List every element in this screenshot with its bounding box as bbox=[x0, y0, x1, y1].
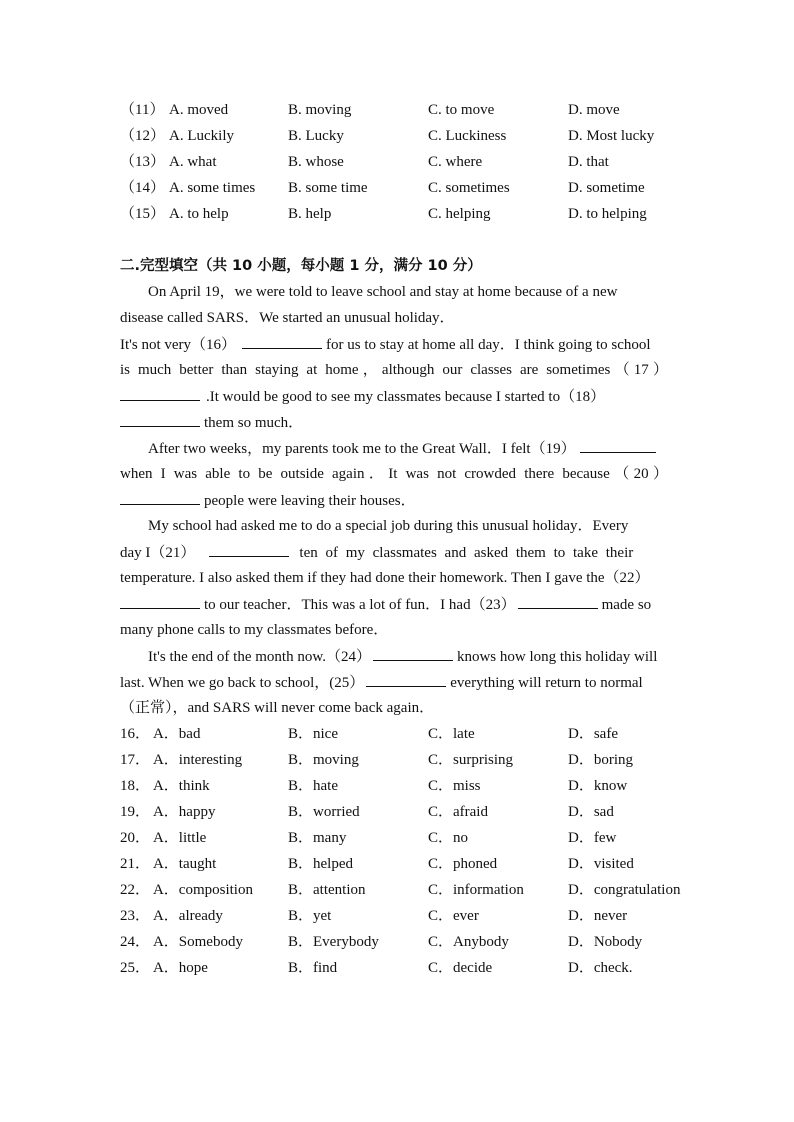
question-number: 16． A．bad bbox=[120, 726, 201, 742]
passage-line: On April 19，we were told to leave school and stay at home because of a new bbox=[148, 284, 618, 300]
option-b: B. whose bbox=[288, 154, 344, 170]
option-d: D. that bbox=[568, 154, 609, 170]
option-a: A. Luckily bbox=[169, 128, 234, 144]
passage-line bbox=[120, 593, 675, 615]
option-c: C．ever bbox=[428, 908, 479, 924]
option-c: C．decide bbox=[428, 960, 493, 976]
passage-line: many phone calls to my classmates before． bbox=[120, 622, 389, 638]
option-d: D．Nobody bbox=[568, 934, 643, 950]
option-c: C. where bbox=[428, 154, 483, 170]
option-b: B．Everybody bbox=[288, 934, 379, 950]
question-number: 21． A．taught bbox=[120, 856, 217, 872]
option-d: D. sometime bbox=[568, 180, 645, 196]
option-c: C．phoned bbox=[428, 856, 498, 872]
passage-line: is much better than staying at home，although our classes are sometimes（17） bbox=[120, 362, 668, 378]
option-a: A．little bbox=[152, 830, 207, 846]
passage-line bbox=[120, 489, 675, 511]
passage-line: disease called SARS．We started an unusual holiday． bbox=[120, 310, 455, 326]
passage-line bbox=[120, 671, 675, 693]
option-c: C. sometimes bbox=[428, 180, 510, 196]
section-heading: 二.完型填空（共 10 小题，每小题 1 分，满分 10 分） bbox=[120, 258, 482, 274]
passage-text: everything will return to normal bbox=[450, 675, 643, 691]
passage-line: temperature. I also asked them if they had done their homework. Then I gave the（22） bbox=[120, 570, 650, 586]
passage-text: made so bbox=[601, 597, 652, 613]
option-a: A. moved bbox=[169, 102, 229, 118]
option-c: C. to move bbox=[428, 102, 495, 118]
option-b: B．find bbox=[288, 960, 338, 976]
passage-text: knows how long this holiday will bbox=[456, 649, 658, 665]
option-a: A．taught bbox=[152, 856, 217, 872]
passage-text: to our teacher．This was a lot of fun．I had（23） bbox=[204, 597, 516, 613]
option-a: A．composition bbox=[152, 882, 253, 898]
option-c: C．information bbox=[428, 882, 524, 898]
option-d: D．know bbox=[568, 778, 628, 794]
option-d: D．congratulation bbox=[568, 882, 681, 898]
option-c: C．afraid bbox=[428, 804, 488, 820]
passage-text: last. When we go back to school，(25） bbox=[120, 675, 365, 691]
question-number: 23． A．already bbox=[120, 908, 223, 924]
answer-blank-22[interactable] bbox=[120, 593, 200, 609]
question-number: 17． A．interesting bbox=[120, 752, 243, 768]
answer-blank-16[interactable] bbox=[242, 333, 322, 349]
answer-blank-20[interactable] bbox=[120, 489, 200, 505]
option-c: C．late bbox=[428, 726, 475, 742]
passage-line: when I was able to be outside again．It was not crowded there because（20） bbox=[120, 466, 668, 482]
option-c: C．miss bbox=[428, 778, 481, 794]
option-a: A. some times bbox=[169, 180, 256, 196]
option-b: B. Lucky bbox=[288, 128, 344, 144]
passage-line bbox=[120, 333, 675, 355]
passage-text: people were leaving their houses． bbox=[204, 493, 416, 509]
option-a: A. to help bbox=[169, 206, 229, 222]
option-d: D．visited bbox=[568, 856, 634, 872]
passage-text: After two weeks，my parents took me to the Great Wall．I felt（19） bbox=[148, 441, 576, 457]
option-d: D．sad bbox=[568, 804, 614, 820]
option-a: A．interesting bbox=[152, 752, 243, 768]
option-b: B．attention bbox=[288, 882, 366, 898]
option-a: A．already bbox=[152, 908, 223, 924]
passage-line bbox=[148, 645, 675, 667]
option-c: C．no bbox=[428, 830, 469, 846]
answer-blank-23[interactable] bbox=[518, 593, 598, 609]
passage-line bbox=[120, 411, 675, 433]
passage-line bbox=[120, 385, 675, 407]
answer-blank-21[interactable] bbox=[209, 541, 289, 557]
option-b: B．nice bbox=[288, 726, 338, 742]
answer-blank-24[interactable] bbox=[373, 645, 453, 661]
passage-text: for us to stay at home all day．I think going to school bbox=[326, 337, 651, 353]
option-a: A．hope bbox=[152, 960, 208, 976]
passage-text: ten of my classmates and asked them to take their bbox=[299, 545, 634, 561]
option-b: B．yet bbox=[288, 908, 332, 924]
option-c: C．Anybody bbox=[428, 934, 509, 950]
question-number: 22． A．composition bbox=[120, 882, 253, 898]
question-number: （13） bbox=[120, 154, 166, 170]
passage-line: My school had asked me to do a special job during this unusual holiday．Every bbox=[148, 518, 629, 534]
passage-text: .It would be good to see my classmates because I started to（18） bbox=[206, 389, 606, 405]
passage-text: It's not very（16） bbox=[120, 337, 237, 353]
passage-line: （正常），and SARS will never come back again． bbox=[120, 700, 435, 716]
question-number: （14） bbox=[120, 180, 166, 196]
answer-blank-19[interactable] bbox=[580, 437, 656, 453]
option-d: D. to helping bbox=[568, 206, 647, 222]
question-number: （12） bbox=[120, 128, 166, 144]
option-d: D．check. bbox=[568, 960, 633, 976]
answer-blank-25[interactable] bbox=[366, 671, 446, 687]
question-number: 20． A．little bbox=[120, 830, 207, 846]
question-number: 18． A．think bbox=[120, 778, 210, 794]
option-c: C．surprising bbox=[428, 752, 514, 768]
option-b: B．hate bbox=[288, 778, 338, 794]
option-b: B. moving bbox=[288, 102, 352, 118]
option-a: A．Somebody bbox=[152, 934, 243, 950]
option-b: B. help bbox=[288, 206, 332, 222]
option-d: D. Most lucky bbox=[568, 128, 655, 144]
answer-blank-17[interactable] bbox=[120, 385, 200, 401]
option-d: D. move bbox=[568, 102, 620, 118]
option-d: D．safe bbox=[568, 726, 618, 742]
option-b: B．worried bbox=[288, 804, 360, 820]
question-number: 24． A．Somebody bbox=[120, 934, 243, 950]
passage-text: day I（21） bbox=[120, 545, 196, 561]
passage-line bbox=[148, 437, 675, 459]
option-d: D．never bbox=[568, 908, 628, 924]
option-c: C. Luckiness bbox=[428, 128, 507, 144]
question-number: （11） bbox=[120, 102, 165, 118]
question-number: （15） bbox=[120, 206, 166, 222]
question-number: 19． A．happy bbox=[120, 804, 216, 820]
passage-text: It's the end of the month now.（24） bbox=[148, 649, 371, 665]
option-b: B．moving bbox=[288, 752, 359, 768]
option-b: B. some time bbox=[288, 180, 368, 196]
option-c: C. helping bbox=[428, 206, 491, 222]
passage-line bbox=[120, 541, 675, 563]
question-number: 25． A．hope bbox=[120, 960, 208, 976]
option-d: D．few bbox=[568, 830, 617, 846]
option-a: A．think bbox=[152, 778, 210, 794]
option-a: A．bad bbox=[152, 726, 201, 742]
option-d: D．boring bbox=[568, 752, 633, 768]
answer-blank-18[interactable] bbox=[120, 411, 200, 427]
option-b: B．helped bbox=[288, 856, 353, 872]
option-b: B．many bbox=[288, 830, 347, 846]
option-a: A. what bbox=[169, 154, 217, 170]
passage-text: them so much． bbox=[204, 415, 304, 431]
option-a: A．happy bbox=[152, 804, 216, 820]
